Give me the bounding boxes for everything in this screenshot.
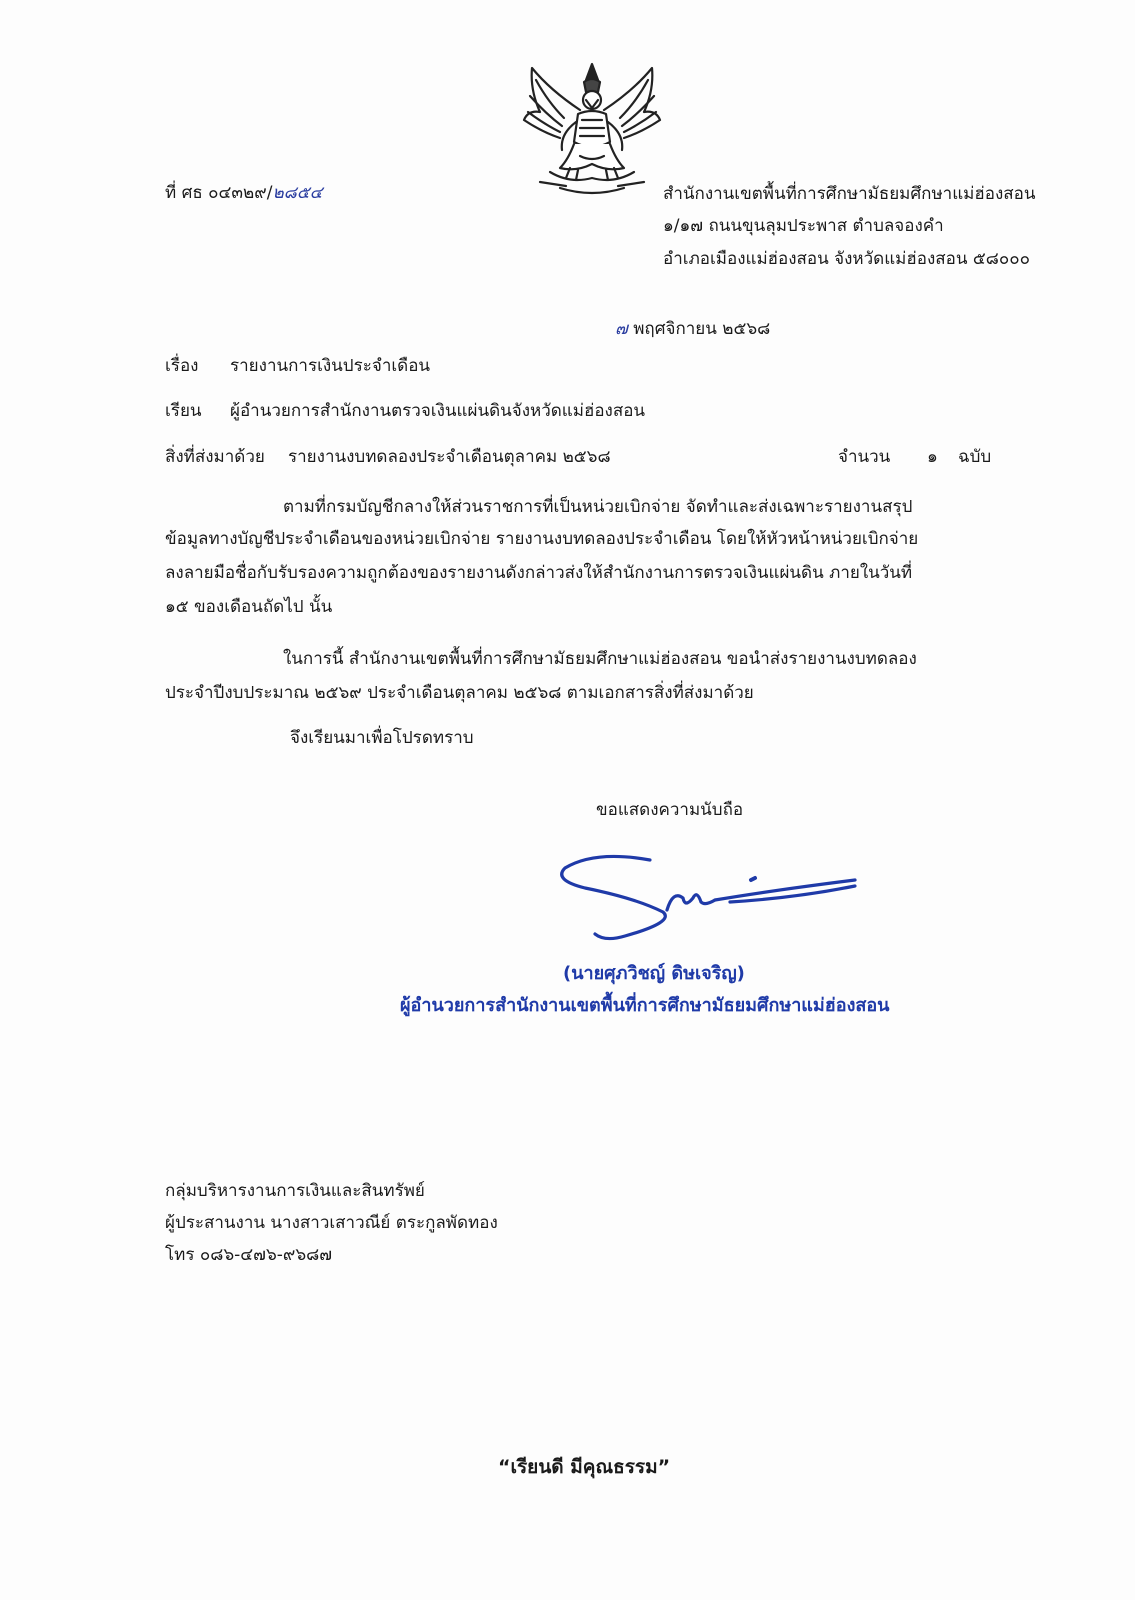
closing-sentence: จึงเรียนมาเพื่อโปรดทราบ <box>290 728 474 748</box>
letter-date <box>615 318 770 340</box>
contact-phone: โทร ๐๘๖-๔๗๖-๙๖๘๗ <box>165 1245 333 1265</box>
reference-number <box>165 182 323 204</box>
subject-label: เรื่อง <box>165 356 199 376</box>
recipient-text: ผู้อำนวยการสำนักงานตรวจเงินแผ่นดินจังหวัดแม่ฮ่องสอน <box>230 401 646 421</box>
date-day-handwritten: ๗ <box>615 319 628 339</box>
enclosure-text: รายงานงบทดลองประจำเดือนตุลาคม ๒๕๖๘ <box>288 447 611 467</box>
address-line-2: อำเภอเมืองแม่ฮ่องสอน จังหวัดแม่ฮ่องสอน ๕๘๐๐๐ <box>663 249 1030 269</box>
contact-coordinator: ผู้ประสานงาน นางสาวเสาวณีย์ ตระกูลพัดทอง <box>165 1213 498 1233</box>
enclosure-quantity-unit: ฉบับ <box>958 447 992 467</box>
paragraph-1-line-2: ข้อมูลทางบัญชีประจำเดือนของหน่วยเบิกจ่าย รายงานงบทดลองประจำเดือน โดยให้หัวหน้าหน่วยเบิกจ่าย <box>165 529 919 549</box>
enclosure-quantity-value: ๑ <box>927 447 938 467</box>
paragraph-1-line-3: ลงลายมือชื่อกับรับรองความถูกต้องของรายงานดังกล่าวส่งให้สำนักงานการตรวจเงินแผ่นดิน ภายในวันที่ <box>165 563 913 583</box>
enclosure-quantity-label: จำนวน <box>838 447 891 467</box>
garuda-emblem-icon <box>520 60 665 200</box>
agency-name: สำนักงานเขตพื้นที่การศึกษามัธยมศึกษาแม่ฮ่องสอน <box>663 184 1036 204</box>
motto: “เรียนดี มีคุณธรรม” <box>498 1456 671 1478</box>
paragraph-1-line-1: ตามที่กรมบัญชีกลางให้ส่วนราชการที่เป็นหน่วยเบิกจ่าย จัดทำและส่งเฉพาะรายงานสรุป <box>283 497 913 517</box>
signatory-position: ผู้อำนวยการสำนักงานเขตพื้นที่การศึกษามัธยมศึกษาแม่ฮ่องสอน <box>400 995 890 1016</box>
subject-text: รายงานการเงินประจำเดือน <box>230 356 431 376</box>
contact-department: กลุ่มบริหารงานการเงินและสินทรัพย์ <box>165 1181 425 1201</box>
handwritten-signature <box>555 850 885 945</box>
reference-prefix: ที่ ศธ ๐๔๓๒๙/ <box>165 183 273 203</box>
paragraph-2-line-2: ประจำปีงบประมาณ ๒๕๖๙ ประจำเดือนตุลาคม ๒๕๖๘ ตามเอกสารสิ่งที่ส่งมาด้วย <box>165 683 754 703</box>
regards: ขอแสดงความนับถือ <box>596 800 744 820</box>
date-month-year: พฤศจิกายน ๒๕๖๘ <box>633 319 771 339</box>
paragraph-1-line-4: ๑๕ ของเดือนถัดไป นั้น <box>165 597 333 617</box>
signatory-name: (นายศุภวิชญ์ ดิษเจริญ) <box>563 963 745 984</box>
reference-handwritten-number: ๒๘๕๔ <box>272 183 323 203</box>
paragraph-2-line-1: ในการนี้ สำนักงานเขตพื้นที่การศึกษามัธยมศึกษาแม่ฮ่องสอน ขอนำส่งรายงานงบทดลอง <box>283 649 917 669</box>
address-line-1: ๑/๑๗ ถนนขุนลุมประพาส ตำบลจองคำ <box>663 216 944 236</box>
recipient-label: เรียน <box>165 401 202 421</box>
enclosure-label: สิ่งที่ส่งมาด้วย <box>165 447 265 467</box>
